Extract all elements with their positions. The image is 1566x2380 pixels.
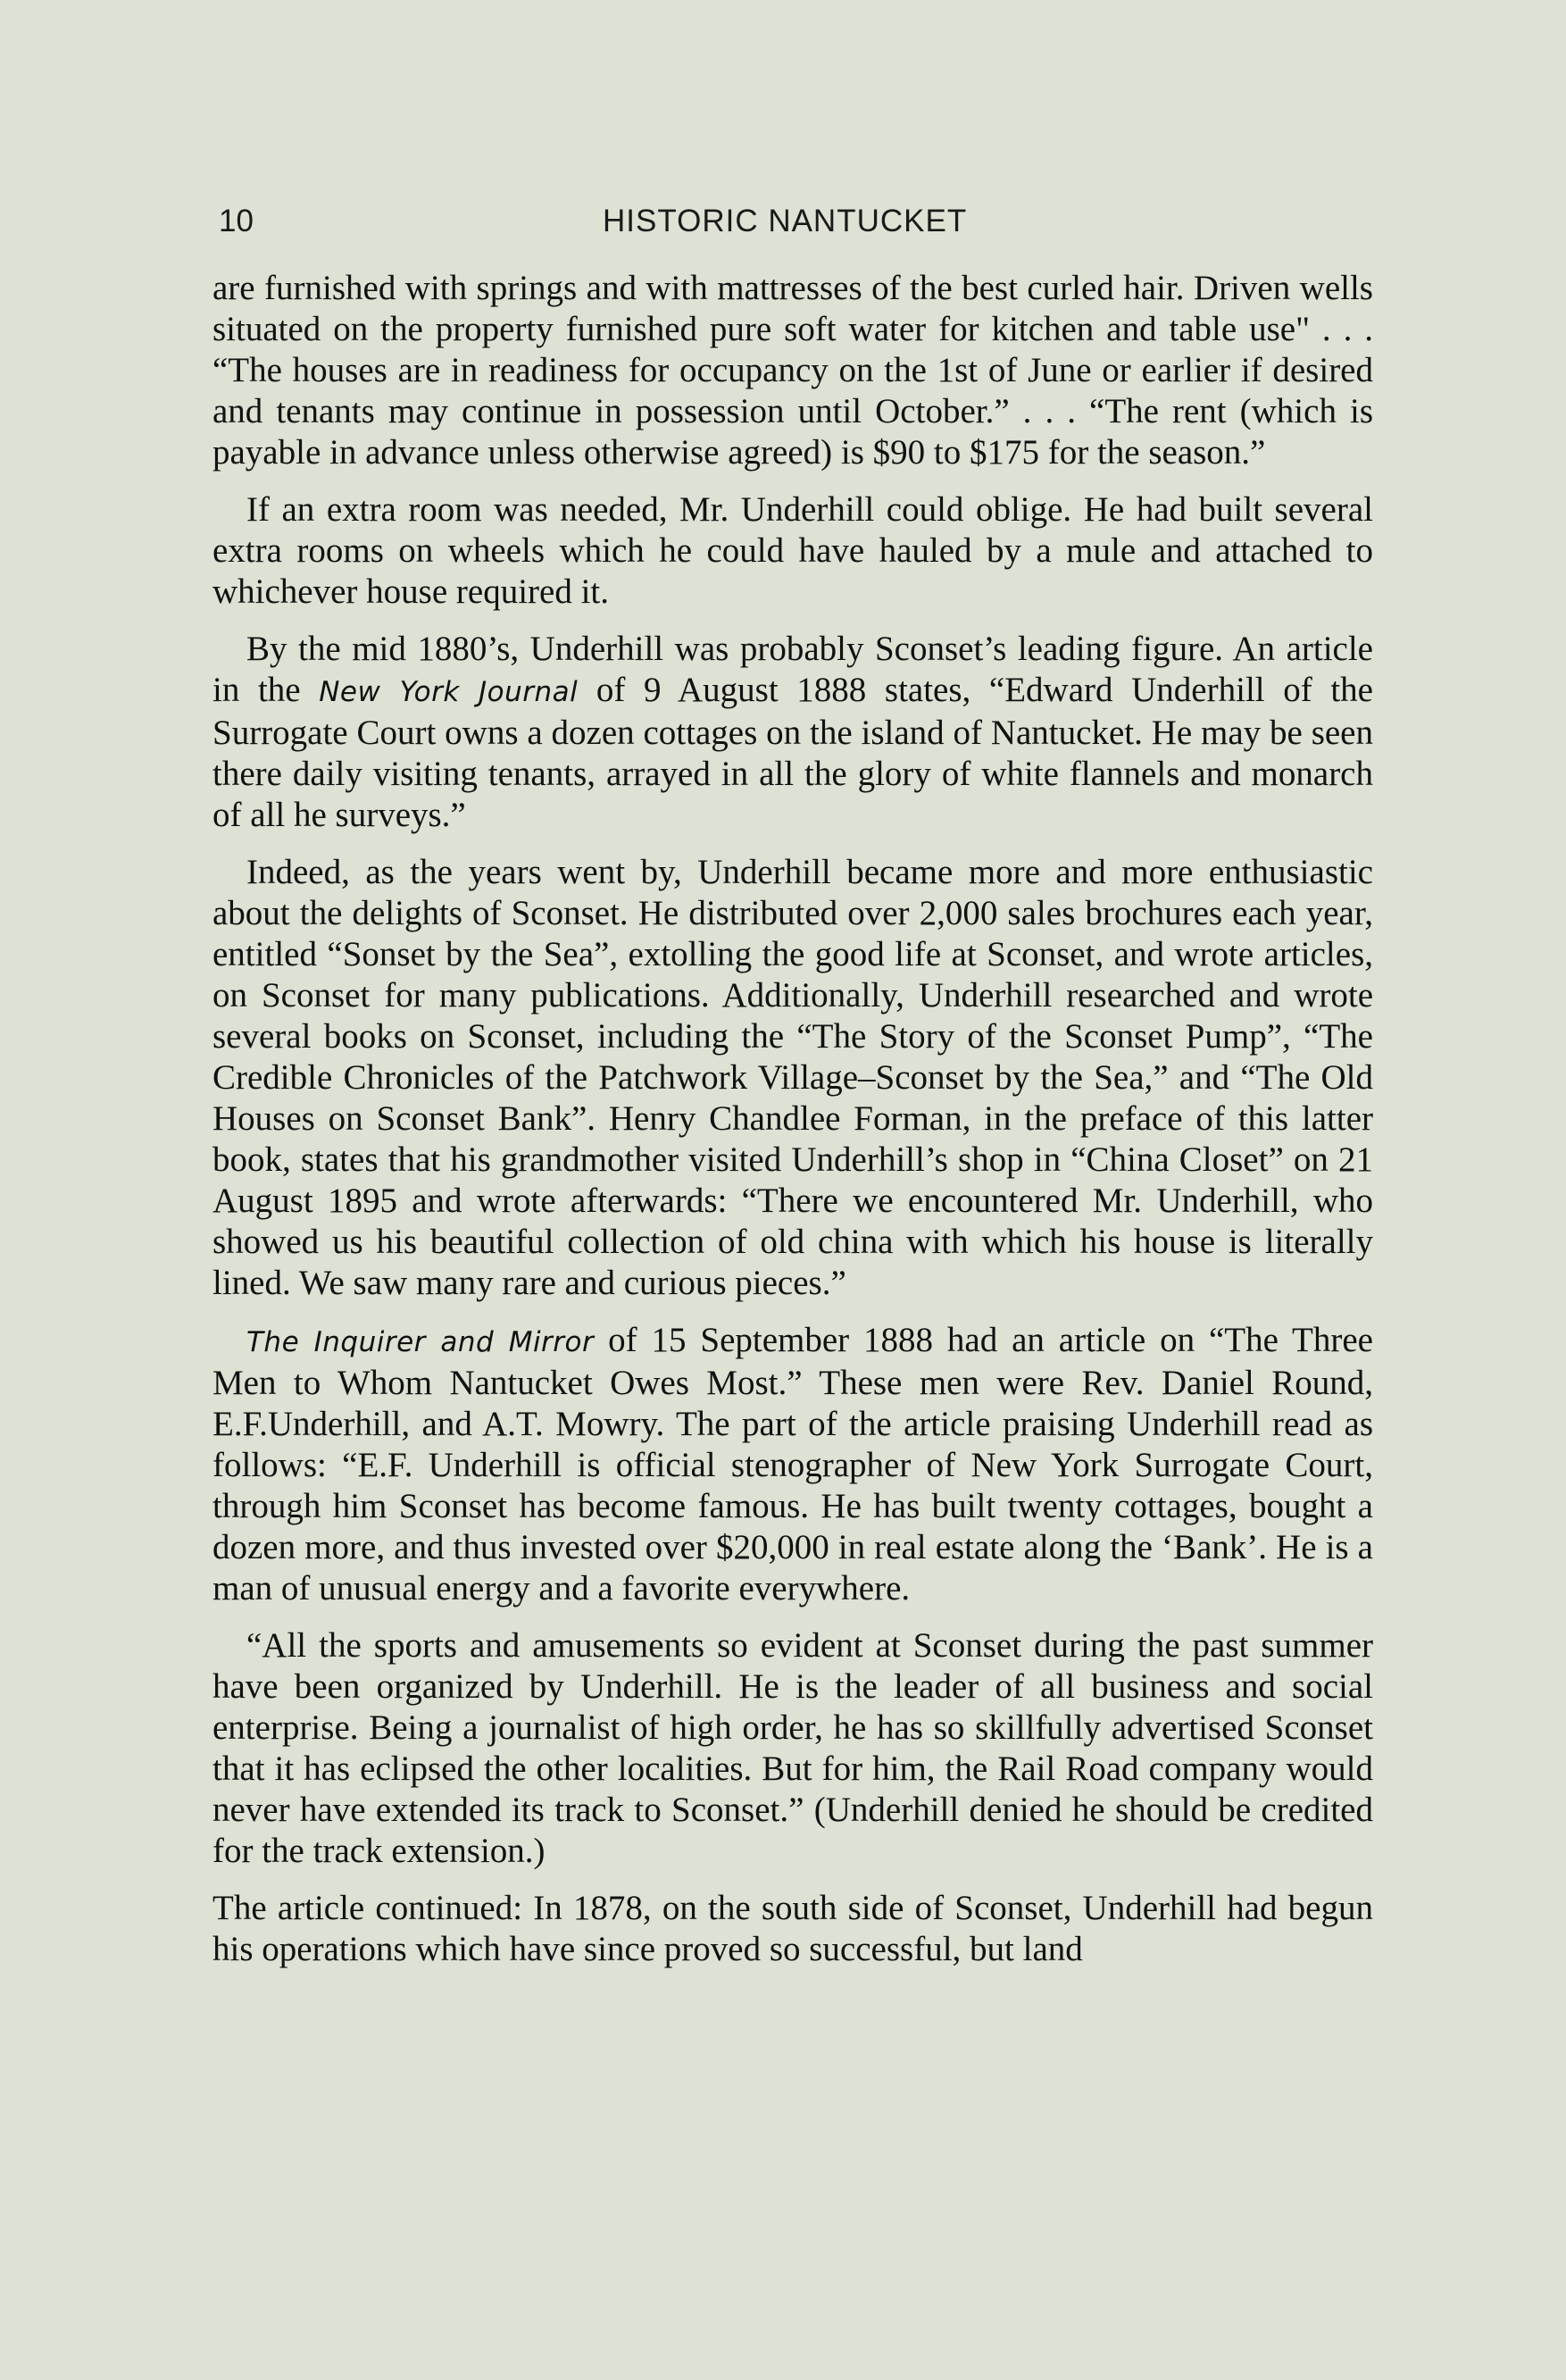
page-header bbox=[219, 204, 1379, 248]
publication-title: The Inquirer and Mirror bbox=[246, 1326, 595, 1358]
paragraph-text: of 15 September 1888 had an article on “The Three Men to Whom Nantucket Owes Most.” These men were Rev. Daniel Round, E.F.Underhill, and A.T. Mowry. The part of the article praising Underhill read as follows: “E.F. Underhill is official stenographer of New York Surrogate Court, through him Sconset has become famous. He has built twenty cottages, bought a dozen more, and thus invested over $20,000 in real estate along the ‘Bank’. He is a man of unusual energy and a favorite everywhere. bbox=[212, 1321, 1373, 1608]
paragraph-enthusiasm: Indeed, as the years went by, Underhill became more and more enthusiastic about the delights of Sconset. He distributed over 2,000 sales brochures each year, entitled “Sonset by the Sea”, extolling the good life at Sconset, and wrote articles, on Sconset for many publications. Additionally, Underhill researched and wrote several books on Sconset, including the “The Story of the Sconset Pump”, “The Credible Chronicles of the Patchwork Village–Sconset by the Sea,” and “The Old Houses on Sconset Bank”. Henry Chandlee Forman, in the preface of this latter book, states that his grandmother visited Underhill’s shop in “China Closet” on 21 August 1895 and wrote afterwards: “There we encountered Mr. Underhill, who showed us his beautiful collection of old china with which his house is literally lined. We saw many rare and curious pieces.” bbox=[212, 853, 1373, 1302]
paragraph-text: of 9 August 1888 states, “Edward Underhill of the Surrogate Court owns a dozen cottages on the island of Nantucket. He may be seen there daily visiting tenants, arrayed in all the glory of white flannels and monarch of all he surveys.” bbox=[212, 671, 1373, 834]
running-title: HISTORIC NANTUCKET bbox=[603, 204, 968, 238]
page-number: 10 bbox=[219, 204, 254, 238]
paragraph-inquirer-mirror bbox=[212, 1320, 1373, 1609]
paragraph-text: By the mid 1880’s, Underhill was probably Sconset’s leading figure. An article in the bbox=[212, 630, 1373, 709]
paragraph-continued: are furnished with springs and with mattresses of the best curled hair. Driven wells situated on the property furnished pure soft water for kitchen and table use" . . . “The houses are in readiness for occupancy on the 1st of June or earlier if desired and tenants may continue in possession until October.” . . . “The rent (which is payable in advance unless otherwise agreed) is $90 to $175 for the season.” bbox=[212, 269, 1373, 472]
publication-title: New York Journal bbox=[319, 676, 579, 708]
paragraph-article-continued: The article continued: In 1878, on the south side of Sconset, Underhill had begun his operations which have since proved so successful, but land bbox=[212, 1889, 1373, 1968]
article-body bbox=[212, 268, 1373, 1986]
paragraph-mid-1880s bbox=[212, 629, 1373, 836]
paragraph-sports-amusements: “All the sports and amusements so evident at Sconset during the past summer have been organized by Underhill. He is the leader of all business and social enterprise. Being a journalist of high order, he has so skillfully advertised Sconset that it has eclipsed the other localities. But for him, the Rail Road company would never have extended its track to Sconset.” (Underhill denied he should be credited for the track extension.) bbox=[212, 1626, 1373, 1870]
paragraph-extra-room: If an extra room was needed, Mr. Underhill could oblige. He had built several extra rooms on wheels which he could have hauled by a mule and attached to whichever house required it. bbox=[212, 490, 1373, 611]
